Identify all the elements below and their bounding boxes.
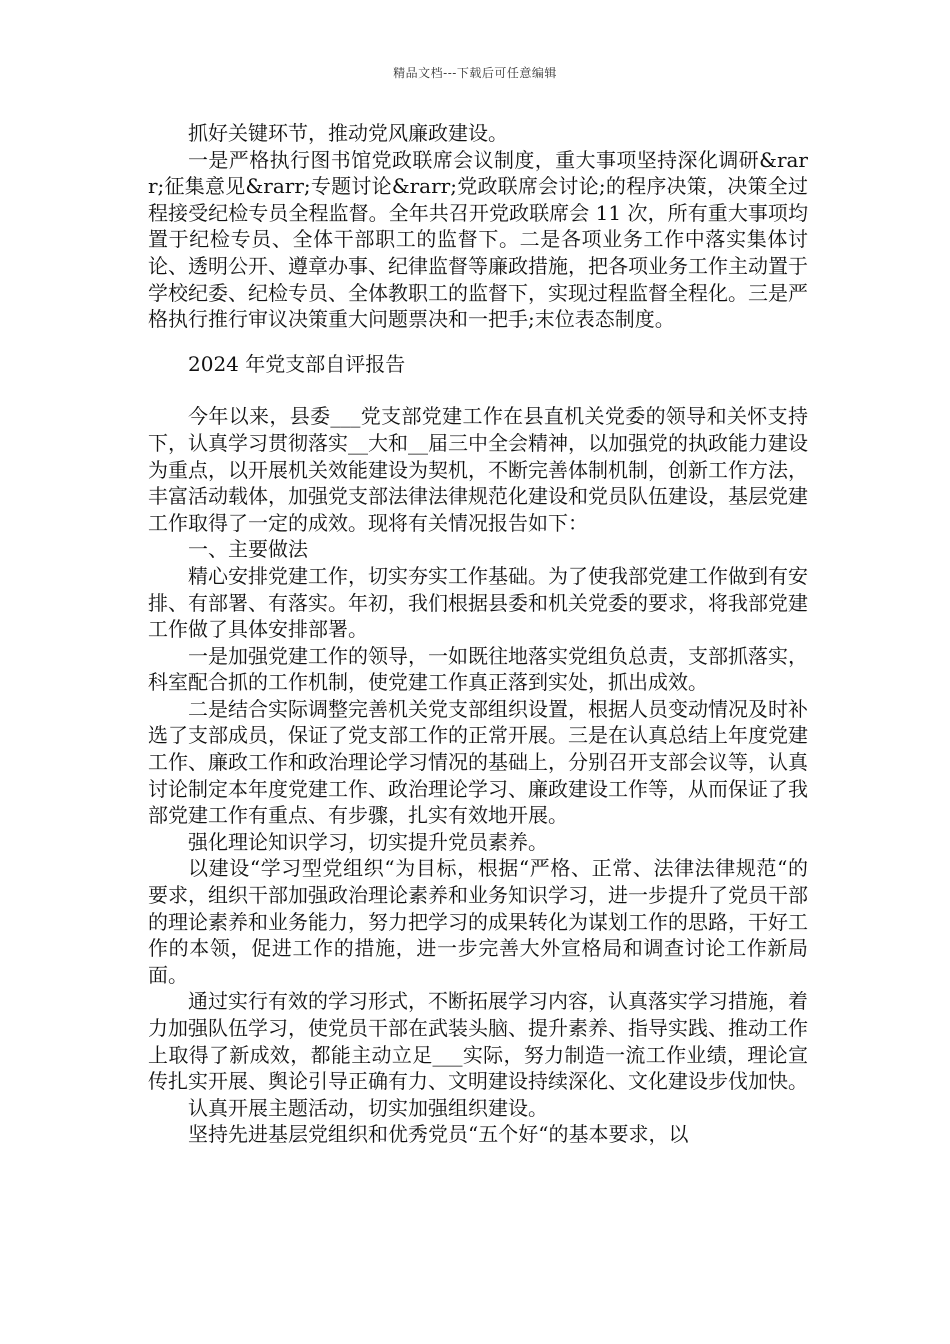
- page-header: 精品文档---下载后可任意编辑: [393, 66, 557, 80]
- paragraph: 二是结合实际调整完善机关党支部组织设置，根据人员变动情况及时补选了支部成员，保证了党支部工作的正常开展。三是在认真总结上年度党建工作、廉政工作和政治理论学习情况的基础上，分别召开支部会议等，认真讨论制定本年度党建工作、政治理论学习、廉政建设工作等，从而保证了我部党建工作有重点、有步骤，扎实有效地开展。: [148, 696, 808, 828]
- section-heading: 一、主要做法: [188, 537, 308, 562]
- document-title: 2024 年党支部自评报告: [188, 351, 406, 376]
- paragraph: 认真开展主题活动，切实加强组织建设。: [188, 1095, 548, 1120]
- paragraph: 强化理论知识学习，切实提升党员素养。: [188, 829, 548, 854]
- paragraph: 以建设“学习型党组织“为目标，根据“严格、正常、法律法律规范“的要求，组织干部加强政治理论素养和业务知识学习，进一步提升了党员干部的理论素养和业务能力，努力把学习的成果转化为谋划工作的思路，干好工作的本领，促进工作的措施，进一步完善大外宣格局和调查讨论工作新局面。: [148, 856, 808, 987]
- document-body: [148, 120, 808, 1148]
- paragraph: 通过实行有效的学习形式，不断拓展学习内容，认真落实学习措施，着力加强队伍学习，使党员干部在武装头脑、提升素养、指导实践、推动工作上取得了新成效，都能主动立足___实际，努力制造一流工作业绩，理论宣传扎实开展、舆论引导正确有力、文明建设持续深化、文化建设步伐加快。: [148, 989, 808, 1094]
- paragraph: 抓好关键环节，推动党风廉政建设。: [188, 121, 508, 145]
- paragraph: 精心安排党建工作，切实夯实工作基础。为了使我部党建工作做到有安排、有部署、有落实。年初，我们根据县委和机关党委的要求，将我部党建工作做了具体安排部署。: [148, 563, 808, 642]
- paragraph: 坚持先进基层党组织和优秀党员“五个好“的基本要求，以: [188, 1122, 689, 1147]
- paragraph: 一是严格执行图书馆党政联席会议制度，重大事项坚持深化调研&rarr;征集意见&rarr;专题讨论&rarr;党政联席会讨论;的程序决策，决策全过程接受纪检专员全程监督。全年共召开党政联席会 11 次，所有重大事项均置于纪检专员、全体干部职工的监督下。二是各项业务工作中落实集体讨论、透明公开、遵章办事、纪律监督等廉政措施，把各项业务工作主动置于学校纪委、纪检专员、全体教职工的监督下，实现过程监督全程化。三是严格执行推行审议决策重大问题票决和一把手;末位表态制度。: [148, 147, 808, 332]
- paragraph: 今年以来，县委___党支部党建工作在县直机关党委的领导和关怀支持下，认真学习贯彻落实__大和__届三中全会精神，以加强党的执政能力建设为重点，以开展机关效能建设为契机，不断完善体制机制，创新工作方法，丰富活动载体，加强党支部法律法律规范化建设和党员队伍建设，基层党建工作取得了一定的成效。现将有关情况报告如下：: [148, 404, 808, 535]
- paragraph: 一是加强党建工作的领导，一如既往地落实党组负总责，支部抓落实，科室配合抓的工作机制，使党建工作真正落到实处，抓出成效。: [148, 643, 808, 695]
